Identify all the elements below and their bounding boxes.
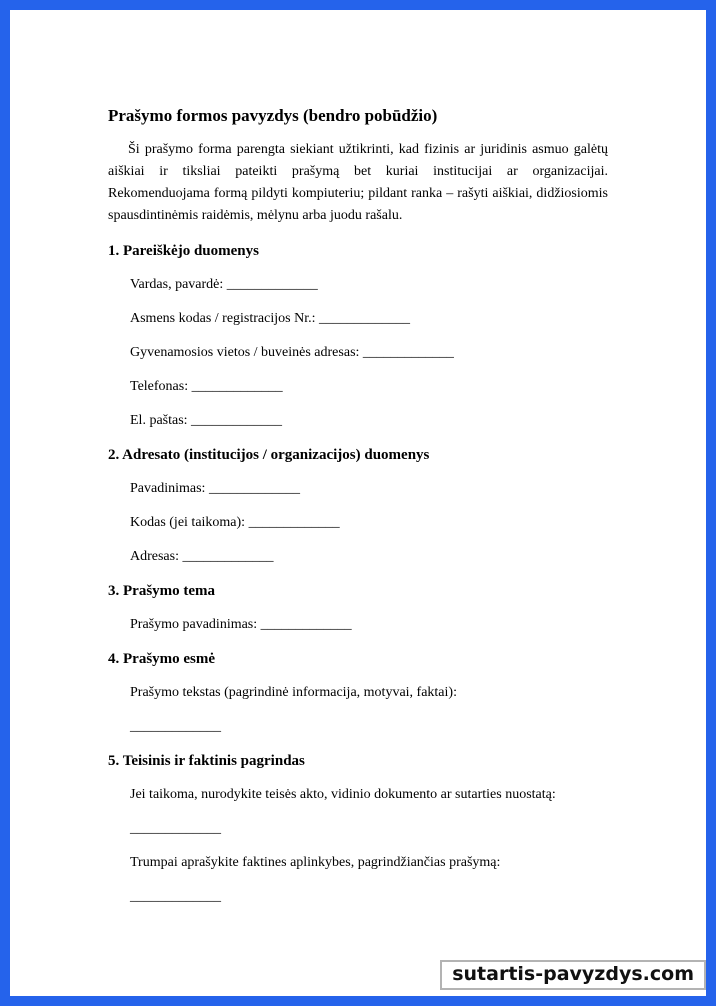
section-heading-5: 5. Teisinis ir faktinis pagrindas (108, 753, 305, 769)
section-heading-1: 1. Pareiškėjo duomenys (108, 243, 259, 259)
field-label: Pavadinimas: (130, 481, 206, 496)
form-field (108, 785, 608, 805)
form-field (108, 411, 608, 431)
section-heading-4: 4. Prašymo esmė (108, 651, 216, 667)
form-field (108, 819, 608, 839)
field-label: Prašymo tekstas (pagrindinė informacija, motyvai, faktai): (130, 685, 457, 700)
form-field (108, 853, 608, 873)
form-field (108, 683, 608, 703)
field-label: Asmens kodas / registracijos Nr.: (130, 311, 316, 326)
section-heading-2: 2. Adresato (institucijos / organizacijos) duomenys (108, 447, 430, 463)
form-field (108, 377, 608, 397)
field-blank-line: _____________ (191, 379, 283, 394)
form-field (108, 615, 608, 635)
field-label: Kodas (jei taikoma): (130, 515, 246, 530)
form-field (108, 479, 608, 499)
field-label: Trumpai aprašykite faktines aplinkybes, pagrindžiančias prašymą: (130, 855, 501, 870)
form-field (108, 309, 608, 329)
section-heading-3: 3. Prašymo tema (108, 583, 216, 599)
document-title: Prašymo formos pavyzdys (bendro pobūdžio) (108, 106, 438, 125)
field-blank-line: _____________ (226, 277, 318, 292)
field-label: Gyvenamosios vietos / buveinės adresas: (130, 345, 360, 360)
field-blank-line: _____________ (260, 617, 352, 632)
field-label: El. paštas: (130, 413, 188, 428)
field-label: Prašymo pavadinimas: (130, 617, 258, 632)
form-field (108, 547, 608, 567)
form-field (108, 717, 608, 737)
field-blank-line: _____________ (362, 345, 454, 360)
field-label: Vardas, pavardė: (130, 277, 224, 292)
field-blank-line: _____________ (248, 515, 340, 530)
field-blank-line: _____________ (182, 549, 274, 564)
field-label: Adresas: (130, 549, 179, 564)
form-field (108, 887, 608, 907)
form-field (108, 275, 608, 295)
intro-paragraph: Ši prašymo forma parengta siekiant užtikrinti, kad fizinis ar juridinis asmuo galėtų aiškiai ir tiksliai pateikti prašymą bet kuriai institucijai ar organizacijai. Rekomenduojama formą pildyti kompiuteriu; pildant ranka – rašyti aiškiai, didžiosiomis spausdintinėmis raidėmis, mėlynu arba juodu rašalu. (108, 142, 608, 223)
form-field (108, 513, 608, 533)
document-content (10, 10, 706, 907)
field-label: Jei taikoma, nurodykite teisės akto, vidinio dokumento ar sutarties nuostatą: (130, 787, 556, 802)
field-blank-line: _____________ (191, 413, 283, 428)
form-field (108, 343, 608, 363)
field-label: Telefonas: (130, 379, 189, 394)
field-blank-line: _____________ (208, 481, 300, 496)
field-blank-line: _____________ (130, 821, 221, 836)
field-blank-line: _____________ (130, 719, 221, 734)
field-blank-line: _____________ (130, 889, 221, 904)
watermark-badge[interactable]: sutartis-pavyzdys.com (440, 960, 706, 990)
field-blank-line: _____________ (318, 311, 410, 326)
